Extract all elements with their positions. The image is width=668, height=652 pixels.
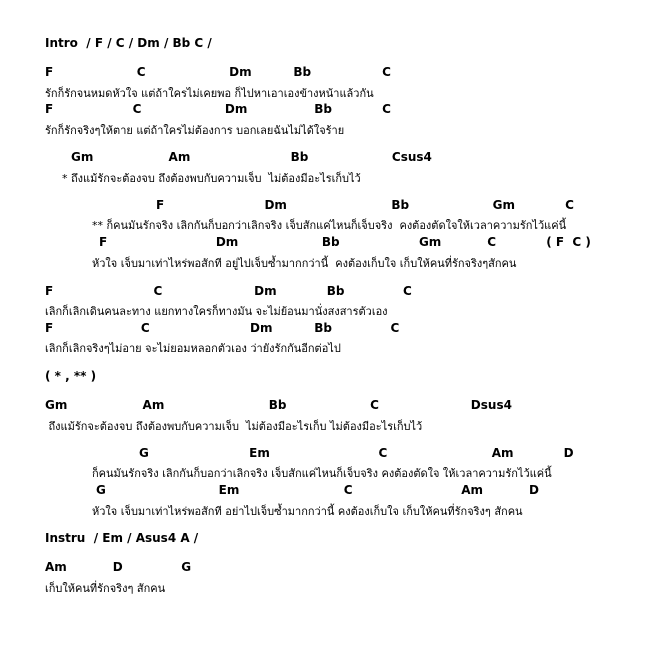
chorus2-chords-1: F Dm Bb Gm C bbox=[156, 198, 574, 212]
chorus3-lyrics: ถึงแม้รักจะต้องจบ ถึงต้องพบกับความเจ็บ ไม่ต้องมีอะไรเก็บ ไม่ต้องมีอะไรเก็บไว้ bbox=[45, 420, 423, 433]
chorus1-lyrics: * ถึงแม้รักจะต้องจบ ถึงต้องพบกับความเจ็บ ไม่ต้องมีอะไรเก็บไว้ bbox=[62, 172, 361, 185]
chorus4-chords-2: G Em C Am D bbox=[96, 483, 539, 497]
chorus3-chords: Gm Am Bb C Dsus4 bbox=[45, 398, 512, 412]
repeat-marker: ( * , ** ) bbox=[45, 369, 97, 383]
verse2-chords-1: F C Dm Bb C bbox=[45, 284, 412, 298]
verse2-lyrics-1: เลิกก็เลิกเดินคนละทาง แยกทางใครก็ทางมัน จะไม่ย้อนมานั่งสงสารตัวเอง bbox=[45, 305, 388, 318]
outro-lyrics: เก็บให้คนที่รักจริงๆ สักคน bbox=[45, 582, 166, 595]
verse1-lyrics-2: รักก็รักจริงๆให้ตาย แต่ถ้าใครไม่ต้องการ บอกเลยฉันไม่ได้ใจร้าย bbox=[45, 124, 345, 137]
chorus2-chords-2: F Dm Bb Gm C ( F C ) bbox=[99, 235, 591, 249]
chorus4-lyrics-2: หัวใจ เจ็บมาเท่าไหร่พอสักที อย่าไปเจ็บซ้ำมากกว่านี้ คงต้องเก็บใจ เก็บให้คนที่รักจริงๆ สักคน bbox=[92, 505, 523, 518]
verse1-lyrics-1: รักก็รักจนหมดหัวใจ แต่ถ้าใครไม่เคยพอ ก็ไปหาเอาเองข้างหน้าแล้วกัน bbox=[45, 87, 374, 100]
chorus2-lyrics-2: หัวใจ เจ็บมาเท่าไหร่พอสักที อยู่ไปเจ็บซ้ำมากกว่านี้ คงต้องเก็บใจ เก็บให้คนที่รักจริงๆสักคน bbox=[92, 257, 517, 270]
outro-chords: Am D G bbox=[45, 560, 192, 574]
chorus2-lyrics-1: ** ก็คนมันรักจริง เลิกกันก็บอกว่าเลิกจริง เจ็บสักแค่ไหนก็เจ็บจริง คงต้องตัดใจให้เวลาความรักไว้แค่นี้ bbox=[92, 219, 567, 232]
verse2-lyrics-2: เลิกก็เลิกจริงๆไม่อาย จะไม่ยอมหลอกตัวเอง ว่ายังรักกันอีกต่อไป bbox=[45, 342, 341, 355]
verse1-chords-2: F C Dm Bb C bbox=[45, 102, 391, 116]
intro-line: Intro / F / C / Dm / Bb C / bbox=[45, 36, 212, 50]
verse2-chords-2: F C Dm Bb C bbox=[45, 321, 400, 335]
chorus4-chords-1: G Em C Am D bbox=[139, 446, 574, 460]
chorus4-lyrics-1: ก็คนมันรักจริง เลิกกันก็บอกว่าเลิกจริง เจ็บสักแค่ไหนก็เจ็บจริง คงต้องตัดใจ ให้เวลาความรักไว้แค่นี้ bbox=[92, 467, 552, 480]
verse1-chords-1: F C Dm Bb C bbox=[45, 65, 391, 79]
instrumental-line: Instru / Em / Asus4 A / bbox=[45, 531, 199, 545]
chorus1-chords: Gm Am Bb Csus4 bbox=[71, 150, 432, 164]
